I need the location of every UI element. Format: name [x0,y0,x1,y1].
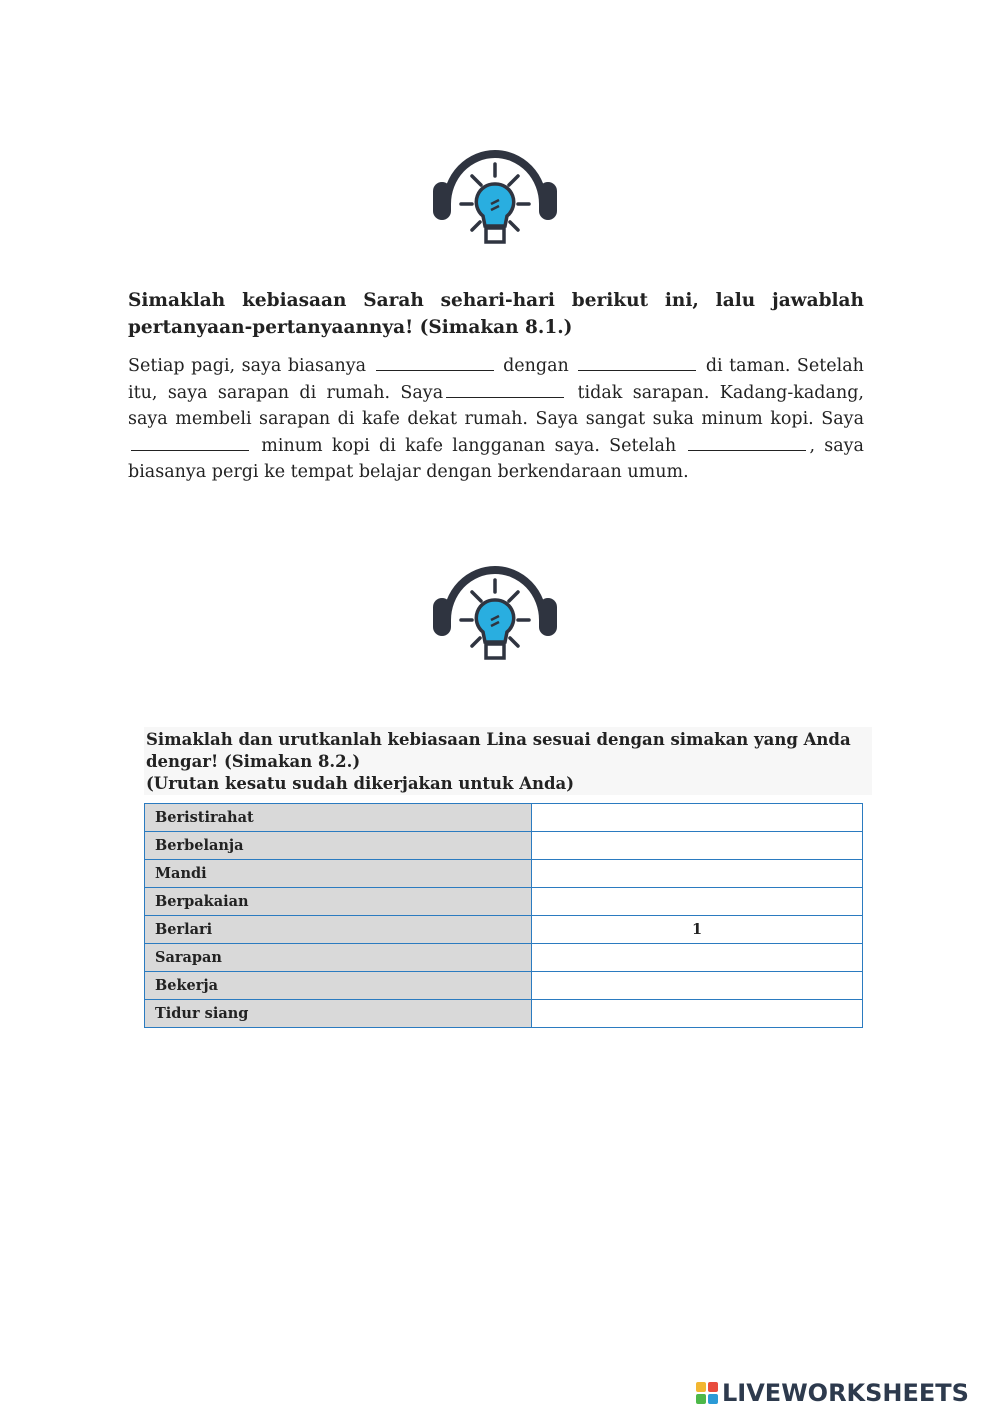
exercise-1-paragraph [128,353,864,486]
headphones-lightbulb-icon [425,124,565,250]
order-answer-cell[interactable] [532,860,863,888]
answer-blank-3[interactable] [446,382,564,398]
exercise-1-heading: Simaklah kebiasaan Sarah sehari-hari berikut ini, lalu jawablah pertanyaan-pertanyaannya! (Simakan 8.1.) [128,290,864,338]
table-row [145,804,863,832]
order-answer-cell[interactable] [532,1000,863,1028]
activity-label: Berpakaian [145,888,532,916]
brand-name: LIVEWORKSHEETS [722,1379,969,1407]
answer-blank-4[interactable] [131,435,249,451]
order-answer-cell: 1 [532,916,863,944]
activity-label: Berlari [145,916,532,944]
table-row [145,972,863,1000]
logo-mark-icon [696,1382,718,1404]
table-row [145,1000,863,1028]
answer-blank-2[interactable] [578,355,696,371]
table-row [145,944,863,972]
text-fragment: , saya biasanya pergi ke tempat belajar dengan berkendaraan umum. [128,435,864,482]
order-answer-cell[interactable] [532,972,863,1000]
exercise-2-note: (Urutan kesatu sudah dikerjakan untuk Anda) [146,774,575,793]
order-answer-cell[interactable] [532,944,863,972]
answer-blank-1[interactable] [376,355,494,371]
activity-label: Sarapan [145,944,532,972]
exercise-2-heading [144,727,872,795]
activity-label: Tidur siang [145,1000,532,1028]
activity-label: Berbelanja [145,832,532,860]
table-row [145,888,863,916]
text-fragment: Setiap pagi, saya biasanya [128,356,367,376]
order-answer-cell[interactable] [532,888,863,916]
listening-exercise-8-2 [144,727,872,1028]
liveworksheets-logo [696,1379,969,1407]
activity-label: Mandi [145,860,532,888]
table-row [145,916,863,944]
text-fragment: tidak sarapan. Kadang-kadang, saya membeli sarapan di kafe dekat rumah. Saya sangat suka minum kopi. Saya [128,382,864,429]
text-fragment: di taman. Setelah itu, saya sarapan di rumah. Saya [128,356,864,403]
activity-label: Beristirahat [145,804,532,832]
table-row [145,832,863,860]
ordering-table [144,803,863,1028]
answer-blank-5[interactable] [688,435,806,451]
text-fragment: dengan [503,356,569,376]
table-row [145,860,863,888]
headphones-lightbulb-icon [425,540,565,666]
activity-label: Bekerja [145,972,532,1000]
order-answer-cell[interactable] [532,804,863,832]
text-fragment: minum kopi di kafe langganan saya. Setelah [261,435,677,456]
listening-exercise-8-1 [128,287,864,486]
order-answer-cell[interactable] [532,832,863,860]
exercise-2-instruction: Simaklah dan urutkanlah kebiasaan Lina sesuai dengan simakan yang Anda dengar! (Simakan 8.2.) [146,730,851,771]
